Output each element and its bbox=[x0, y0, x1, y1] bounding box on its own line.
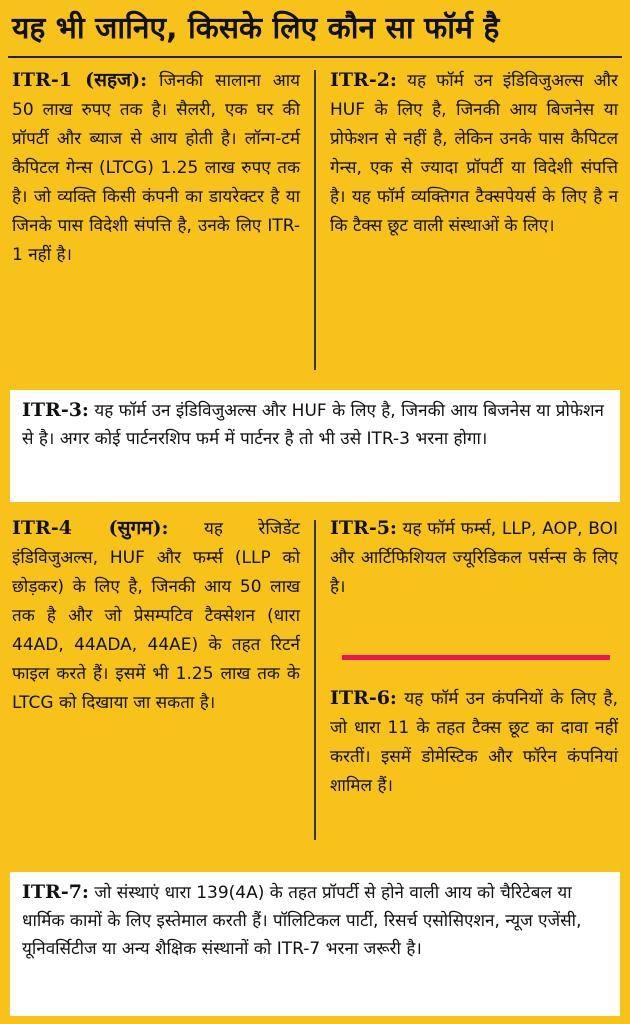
accent-divider bbox=[342, 655, 610, 660]
itr3-box bbox=[10, 390, 620, 502]
itr2-heading: ITR-2: bbox=[330, 69, 397, 91]
title-divider bbox=[8, 56, 622, 58]
itr2-text: यह फॉर्म उन इंडिविजुअल्स और HUF के लिए है, जिनकी आय बिजनेस या प्रोफेशन से नहीं है, लेकिन उनके पास कैपिटल गेन्स, एक से ज्यादा प्रॉपर्टी या विदेशी संपत्ति है। यह फॉर्म व्यक्तिगत टैक्सपेयर्स के लिए है न कि टैक्स छूट वाली संस्थाओं के लिए। bbox=[330, 71, 618, 236]
itr1-text: जिनकी सालाना आय 50 लाख रुपए तक है। सैलरी, एक घर की प्रॉपर्टी और ब्याज से आय होती है। लॉन्ग-टर्म कैपिटल गेन्स (LTCG) 1.25 लाख रुपए तक है। जो व्यक्ति किसी कंपनी का डायरेक्टर है या जिनके पास विदेशी संपत्ति है, उनके लिए ITR-1 नहीं है। bbox=[12, 71, 300, 265]
itr3-text: यह फॉर्म उन इंडिविजुअल्स और HUF के लिए है, जिनकी आय बिजनेस या प्रोफेशन से है। अगर कोई पार्टनरशिप फर्म में पार्टनर है तो भी उसे ITR-3 भरना होगा। bbox=[22, 401, 604, 449]
itr6-section bbox=[330, 684, 618, 801]
itr6-text: यह फॉर्म उन कंपनियों के लिए है, जो धारा 11 के तहत टैक्स छूट का दावा नहीं करतीं। इसमें डोमेस्टिक और फॉरेन कंपनियां शामिल हैं। bbox=[330, 689, 618, 796]
itr4-heading: ITR-4 (सुगम): bbox=[12, 517, 169, 539]
column-divider bbox=[314, 70, 316, 370]
itr4-text: यह रेजिडेंट इंडिविजुअल्स, HUF और फर्म्स (LLP को छोड़कर) के लिए है, जिनकी आय 50 लाख तक है और जो प्रेसम्पटिव टैक्सेशन (धारा 44AD, 44ADA, 44AE) के तहत रिटर्न फाइल करते हैं। इसमें भी 1.25 लाख तक के LTCG को दिखाया जा सकता है। bbox=[12, 519, 300, 713]
itr7-text: जो संस्थाएं धारा 139(4A) के तहत प्रॉपर्टी से होने वाली आय को चैरिटेबल या धार्मिक कामों के लिए इस्तेमाल करती हैं। पॉलिटिकल पार्टी, रिसर्च एसोसिएशन, न्यूज एजेंसी, यूनिवर्सिटीज या अन्य शैक्षिक संस्थानों को ITR-7 भरना जरूरी है। bbox=[22, 883, 582, 959]
itr5-section bbox=[330, 514, 618, 602]
itr7-box bbox=[10, 872, 620, 1016]
itr5-text: यह फॉर्म फर्म्स, LLP, AOP, BOI और आर्टिफिशियल ज्यूरिडिकल पर्सन्स के लिए है। bbox=[330, 519, 618, 597]
itr1-section bbox=[12, 66, 300, 270]
column-divider bbox=[314, 520, 316, 840]
itr6-heading: ITR-6: bbox=[330, 687, 397, 709]
itr4-section bbox=[12, 514, 300, 718]
itr7-heading: ITR-7: bbox=[22, 881, 89, 903]
itr5-heading: ITR-5: bbox=[330, 517, 397, 539]
page-title: यह भी जानिए, किसके लिए कौन सा फॉर्म है bbox=[12, 11, 500, 46]
itr2-section bbox=[330, 66, 618, 241]
itr1-heading: ITR-1 (सहज): bbox=[12, 69, 148, 91]
itr3-heading: ITR-3: bbox=[22, 399, 89, 421]
